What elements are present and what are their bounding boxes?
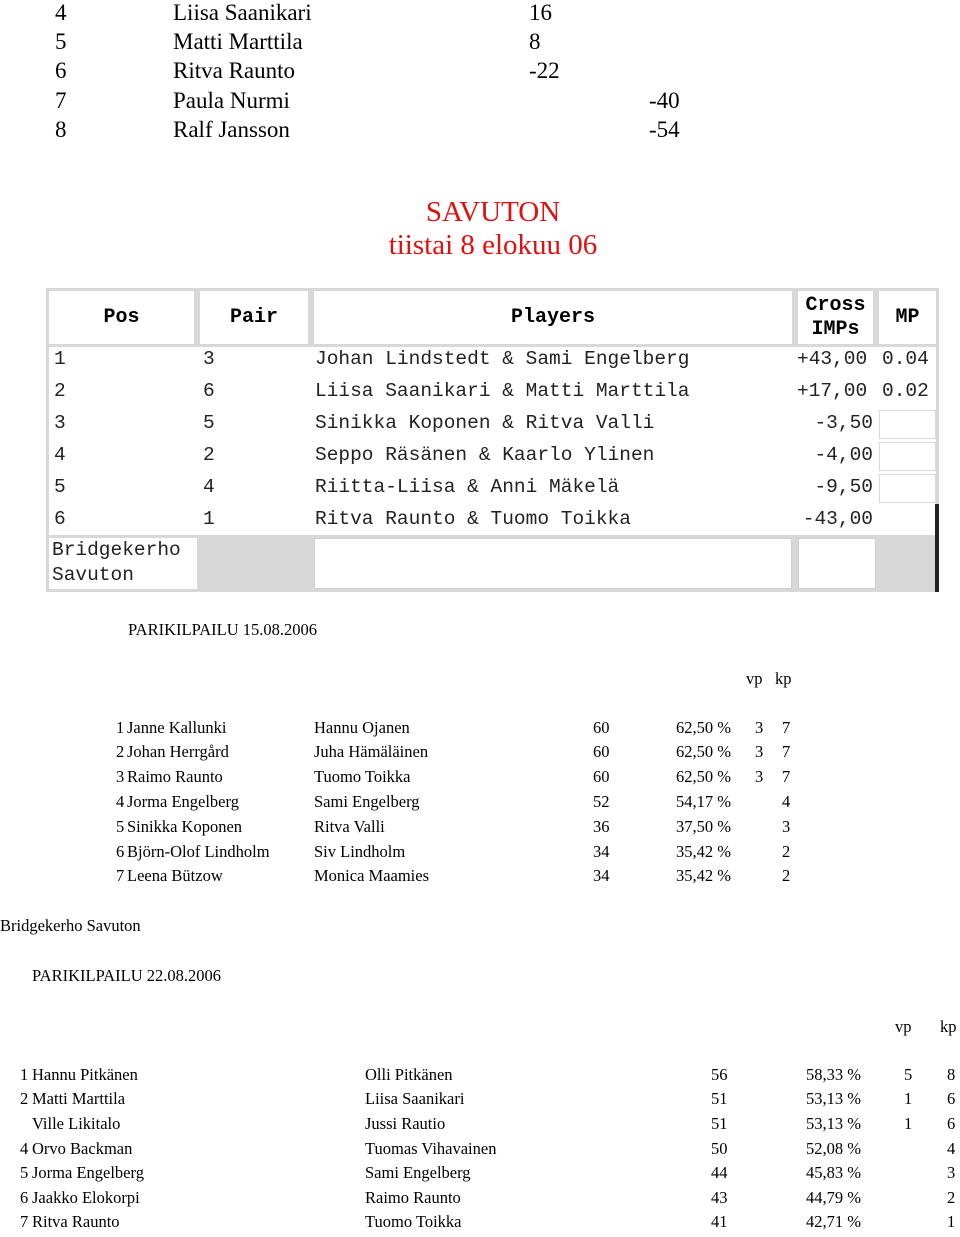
row-cross-imps: +43,00 (797, 348, 868, 370)
row-points: 34 (593, 866, 610, 885)
row-players: Ritva Raunto & Tuomo Toikka (315, 508, 631, 530)
ranking-name: Ritva Raunto (173, 58, 296, 83)
row-cross-imps: -4,00 (814, 444, 873, 466)
row-kp: 7 (782, 767, 791, 786)
row-vp: 1 (904, 1114, 913, 1133)
row-cross-imps: -43,00 (802, 508, 873, 530)
row-percent: 62,50 % (676, 742, 731, 761)
event-title: SAVUTON (425, 196, 561, 228)
row-no: 6 (116, 842, 125, 861)
row-points: 60 (593, 742, 610, 761)
header-pair: Pair (200, 291, 308, 344)
savuton-row (46, 346, 939, 376)
row-cross-imps: -9,50 (814, 476, 873, 498)
pk1-row (0, 792, 960, 817)
row-player2: Sami Engelberg (314, 792, 420, 811)
row-pair: 4 (203, 476, 215, 498)
row-player2: Ritva Valli (314, 817, 385, 836)
ranking-name: Matti Marttila (173, 29, 303, 54)
savuton-results-table (46, 288, 939, 592)
row-player1: Jaakko Elokorpi (32, 1188, 140, 1207)
row-pair: 1 (203, 508, 215, 530)
ranking-row (0, 58, 960, 87)
row-player1: Johan Herrgård (127, 742, 229, 761)
savuton-row (46, 506, 939, 536)
header-pos: Pos (49, 291, 194, 344)
row-players: Riitta-Liisa & Anni Mäkelä (315, 476, 620, 498)
row-pos: 5 (54, 476, 66, 498)
row-kp: 4 (782, 792, 791, 811)
row-no: 1 (20, 1065, 29, 1084)
ranking-row (0, 117, 960, 146)
pk2-title: PARIKILPAILU 22.08.2006 (32, 966, 222, 985)
pk2-col-vp: vp (895, 1017, 912, 1036)
ranking-score: -40 (649, 88, 680, 113)
table-footer-club: Bridgekerho Savuton (49, 538, 197, 589)
row-vp: 3 (755, 718, 764, 737)
pk1-row (0, 842, 960, 867)
pk2-row (0, 1163, 960, 1188)
ranking-pos: 4 (55, 0, 67, 25)
ranking-row (0, 29, 960, 58)
pk2-row (0, 1114, 960, 1139)
row-pos: 2 (54, 380, 66, 402)
row-kp: 6 (947, 1089, 956, 1108)
row-points: 36 (593, 817, 610, 836)
row-percent: 35,42 % (676, 866, 731, 885)
pk1-title: PARIKILPAILU 15.08.2006 (128, 620, 318, 639)
row-pair: 5 (203, 412, 215, 434)
row-no: 7 (116, 866, 125, 885)
row-kp: 2 (782, 866, 791, 885)
row-points: 50 (711, 1139, 728, 1158)
pk1-row (0, 742, 960, 767)
row-cross-imps: +17,00 (797, 380, 868, 402)
ranking-score: -54 (649, 117, 680, 142)
ranking-score: 8 (529, 29, 541, 54)
row-player2: Monica Maamies (314, 866, 430, 885)
row-no: 5 (116, 817, 125, 836)
row-kp: 2 (947, 1188, 956, 1207)
row-player2: Sami Engelberg (365, 1163, 471, 1182)
row-player1: Hannu Pitkänen (32, 1065, 138, 1084)
row-points: 60 (593, 718, 610, 737)
row-kp: 2 (782, 842, 791, 861)
row-players: Sinikka Koponen & Ritva Valli (315, 412, 655, 434)
row-pair: 3 (203, 348, 215, 370)
pk2-row (0, 1089, 960, 1114)
row-cross-imps: -3,50 (814, 412, 873, 434)
row-percent: 54,17 % (676, 792, 731, 811)
row-percent: 37,50 % (676, 817, 731, 836)
row-points: 60 (593, 767, 610, 786)
row-player1: Matti Marttila (32, 1089, 126, 1108)
row-pos: 3 (54, 412, 66, 434)
row-kp: 7 (782, 742, 791, 761)
row-no: 4 (20, 1139, 29, 1158)
row-player1: Jorma Engelberg (127, 792, 239, 811)
row-pair: 6 (203, 380, 215, 402)
row-points: 52 (593, 792, 610, 811)
row-player2: Olli Pitkänen (365, 1065, 453, 1084)
row-percent: 58,33 % (806, 1065, 861, 1084)
row-no: 4 (116, 792, 125, 811)
ranking-name: Paula Nurmi (173, 88, 290, 113)
row-player1: Raimo Raunto (127, 767, 223, 786)
savuton-row (46, 442, 939, 472)
row-vp: 3 (755, 742, 764, 761)
row-kp: 6 (947, 1114, 956, 1133)
row-no: 2 (20, 1089, 29, 1108)
row-player2: Tuomo Toikka (365, 1212, 462, 1231)
ranking-row (0, 88, 960, 117)
row-player2: Juha Hämäläinen (314, 742, 429, 761)
ranking-name: Ralf Jansson (173, 117, 290, 142)
pk1-row (0, 718, 960, 743)
row-kp: 7 (782, 718, 791, 737)
pk2-row (0, 1139, 960, 1164)
row-points: 56 (711, 1065, 728, 1084)
row-percent: 53,13 % (806, 1089, 861, 1108)
ranking-pos: 5 (55, 29, 67, 54)
row-no: 3 (116, 767, 125, 786)
row-pos: 4 (54, 444, 66, 466)
row-player2: Liisa Saanikari (365, 1089, 465, 1108)
ranking-name: Liisa Saanikari (173, 0, 312, 25)
row-percent: 45,83 % (806, 1163, 861, 1182)
pk1-row (0, 866, 960, 891)
ranking-pos: 6 (55, 58, 67, 83)
pk2-row (0, 1212, 960, 1237)
row-player2: Siv Lindholm (314, 842, 406, 861)
row-points: 43 (711, 1188, 728, 1207)
row-no: 6 (20, 1188, 29, 1207)
row-player2: Tuomo Toikka (314, 767, 411, 786)
row-percent: 52,08 % (806, 1139, 861, 1158)
row-player1: Sinikka Koponen (127, 817, 243, 836)
row-points: 51 (711, 1114, 728, 1133)
pk1-col-kp: kp (775, 669, 792, 688)
row-player1: Leena Bützow (127, 866, 223, 885)
row-percent: 35,42 % (676, 842, 731, 861)
row-mp: 0.04 (882, 348, 929, 370)
row-kp: 3 (782, 817, 791, 836)
row-pos: 6 (54, 508, 66, 530)
row-kp: 1 (947, 1212, 956, 1231)
row-points: 41 (711, 1212, 728, 1231)
row-percent: 53,13 % (806, 1114, 861, 1133)
row-players: Johan Lindstedt & Sami Engelberg (315, 348, 690, 370)
row-players: Seppo Räsänen & Kaarlo Ylinen (315, 444, 655, 466)
pk1-col-vp: vp (746, 669, 763, 688)
row-kp: 8 (947, 1065, 956, 1084)
savuton-row (46, 378, 939, 408)
ranking-pos: 8 (55, 117, 67, 142)
row-player1: Orvo Backman (32, 1139, 133, 1158)
header-players: Players (314, 291, 792, 344)
ranking-pos: 7 (55, 88, 67, 113)
row-player2: Tuomas Vihavainen (365, 1139, 497, 1158)
row-points: 44 (711, 1163, 728, 1182)
row-player2: Jussi Rautio (365, 1114, 446, 1133)
row-no: 2 (116, 742, 125, 761)
row-vp: 1 (904, 1089, 913, 1108)
row-player2: Raimo Raunto (365, 1188, 461, 1207)
header-mp: MP (879, 291, 936, 344)
row-no: 5 (20, 1163, 29, 1182)
savuton-row (46, 410, 939, 440)
savuton-row (46, 474, 939, 504)
row-mp: 0.02 (882, 380, 929, 402)
row-pair: 2 (203, 444, 215, 466)
row-players: Liisa Saanikari & Matti Marttila (315, 380, 690, 402)
row-player2: Hannu Ojanen (314, 718, 410, 737)
row-no: 7 (20, 1212, 29, 1231)
row-percent: 44,79 % (806, 1188, 861, 1207)
ranking-score: -22 (529, 58, 560, 83)
row-player1: Janne Kallunki (127, 718, 227, 737)
pk1-row (0, 817, 960, 842)
row-vp: 3 (755, 767, 764, 786)
row-player1: Björn-Olof Lindholm (127, 842, 270, 861)
header-cross-imps: Cross IMPs (798, 291, 873, 344)
row-percent: 42,71 % (806, 1212, 861, 1231)
event-date: tiistai 8 elokuu 06 (388, 229, 598, 261)
row-player1: Ville Likitalo (32, 1114, 121, 1133)
row-no: 1 (116, 718, 125, 737)
row-player1: Ritva Raunto (32, 1212, 120, 1231)
row-points: 51 (711, 1089, 728, 1108)
pk1-row (0, 767, 960, 792)
pk2-row (0, 1065, 960, 1090)
pk2-row (0, 1188, 960, 1213)
row-percent: 62,50 % (676, 718, 731, 737)
ranking-row (0, 0, 960, 29)
row-kp: 4 (947, 1139, 956, 1158)
row-percent: 62,50 % (676, 767, 731, 786)
row-pos: 1 (54, 348, 66, 370)
row-vp: 5 (904, 1065, 913, 1084)
club-label: Bridgekerho Savuton (0, 916, 141, 935)
ranking-score: 16 (529, 0, 552, 25)
pk2-col-kp: kp (940, 1017, 957, 1036)
row-kp: 3 (947, 1163, 956, 1182)
row-player1: Jorma Engelberg (32, 1163, 144, 1182)
row-points: 34 (593, 842, 610, 861)
